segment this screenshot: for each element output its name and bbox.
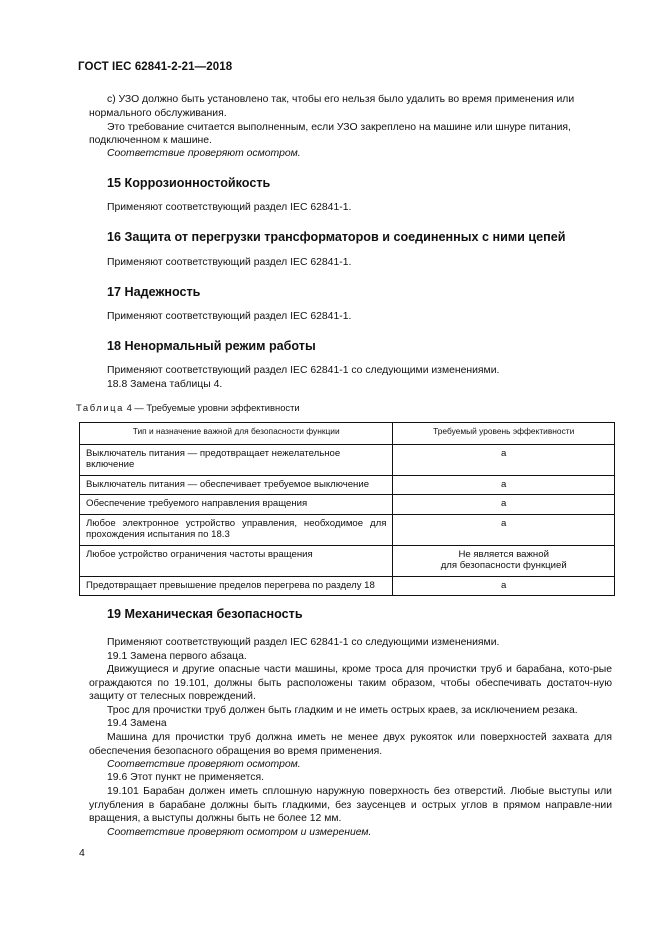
cable-requirement: Трос для прочистки труб должен быть гладким и не иметь острых краев, за исключением резака. xyxy=(107,705,578,716)
function-cell: Любое электронное устройство управления, необходимое для прохождения испытания по 18.3 xyxy=(80,514,393,545)
table-header-row xyxy=(80,423,615,445)
section-19-6-text: 19.6 Этот пункт не применяется. xyxy=(107,772,264,783)
function-cell: Выключатель питания — предотвращает нежелательное включение xyxy=(80,444,393,475)
item-c-text: с) УЗО должно быть установлено так, чтобы его нельзя было удалить во время применения или xyxy=(107,94,575,105)
standard-code-header: ГОСТ IEC 62841-2-21—2018 xyxy=(78,61,233,73)
level-cell: a xyxy=(393,475,615,495)
section-15-heading: 15 Коррозионностойкость xyxy=(107,176,271,190)
column-header-function: Тип и назначение важной для безопасности функции xyxy=(80,423,393,445)
section-15-text: Применяют соответствующий раздел IEC 62841-1. xyxy=(107,202,352,213)
section-19-101-paragraph: 19.101 Барабан должен иметь сплошную наружную поверхность без отверстий. Любые выступы или углубления в барабане должны быть гладкими, без заусенцев и острых углов в прямом направле-нии вращения, а выступы должны быть не более 12 мм. xyxy=(89,786,612,825)
section-16-text: Применяют соответствующий раздел IEC 62841-1. xyxy=(107,257,352,268)
item-c-continuation: нормального обслуживания. xyxy=(89,108,227,119)
section-19-heading: 19 Механическая безопасность xyxy=(107,607,303,621)
section-19-4-text: 19.4 Замена xyxy=(107,718,167,729)
section-18-text: Применяют соответствующий раздел IEC 62841-1 со следующими изменениями. xyxy=(107,365,500,376)
section-19-1-text: 19.1 Замена первого абзаца. xyxy=(107,651,247,662)
performance-levels-table xyxy=(79,422,615,596)
section-16-heading: 16 Защита от перегрузки трансформаторов и соединенных с ними цепей xyxy=(107,230,566,244)
section-17-text: Применяют соответствующий раздел IEC 62841-1. xyxy=(107,311,352,322)
table-4-caption xyxy=(76,402,300,413)
level-cell-line-2: для безопасности функцией xyxy=(440,560,567,571)
conformity-note-19-101: Соответствие проверяют осмотром и измерением. xyxy=(107,827,372,838)
table-row xyxy=(80,495,615,515)
requirement-line-2: подключенном к машине. xyxy=(89,135,212,146)
page-number: 4 xyxy=(79,847,85,859)
section-17-heading: 17 Надежность xyxy=(107,285,201,299)
requirement-line-1: Это требование считается выполненным, если УЗО закреплено на машине или шнуре питания, xyxy=(107,122,571,133)
function-cell: Выключатель питания — обеспечивает требуемое выключение xyxy=(80,475,393,495)
function-cell: Предотвращает превышение пределов перегрева по разделу 18 xyxy=(80,576,393,596)
table-row xyxy=(80,514,615,545)
function-cell: Любое устройство ограничения частоты вращения xyxy=(80,545,393,576)
level-cell: a xyxy=(393,495,615,515)
level-cell: a xyxy=(393,576,615,596)
section-19-intro: Применяют соответствующий раздел IEC 62841-1 со следующими изменениями. xyxy=(107,637,500,648)
table-caption-title: 4 — Требуемые уровни эффективности xyxy=(126,402,300,413)
table-caption-prefix: Таблица xyxy=(76,402,124,413)
section-19-4-paragraph: Машина для прочистки труб должна иметь не менее двух рукояток или поверхностей захвата для обеспечения безопасного обращения во время применения. xyxy=(89,732,612,757)
conformity-note: Соответствие проверяют осмотром. xyxy=(107,148,301,159)
conformity-note-19-4: Соответствие проверяют осмотром. xyxy=(107,759,301,770)
table-row xyxy=(80,475,615,495)
level-cell xyxy=(393,545,615,576)
table-row xyxy=(80,444,615,475)
table-row xyxy=(80,576,615,596)
section-18-heading: 18 Ненормальный режим работы xyxy=(107,339,316,353)
level-cell: a xyxy=(393,514,615,545)
column-header-level: Требуемый уровень эффективности xyxy=(393,423,615,445)
function-cell: Обеспечение требуемого направления вращения xyxy=(80,495,393,515)
level-cell-line-1: Не является важной xyxy=(458,548,549,560)
section-19-1-paragraph: Движущиеся и другие опасные части машины, кроме троса для прочистки труб и барабана, кото-рые ограждаются по 19.101, должны быть расположены таким образом, чтобы обеспечивать достаточ-ную защиту от телесных повреждений. xyxy=(89,664,612,703)
table-row xyxy=(80,545,615,576)
level-cell: a xyxy=(393,444,615,475)
section-18-8-text: 18.8 Замена таблицы 4. xyxy=(107,379,223,390)
